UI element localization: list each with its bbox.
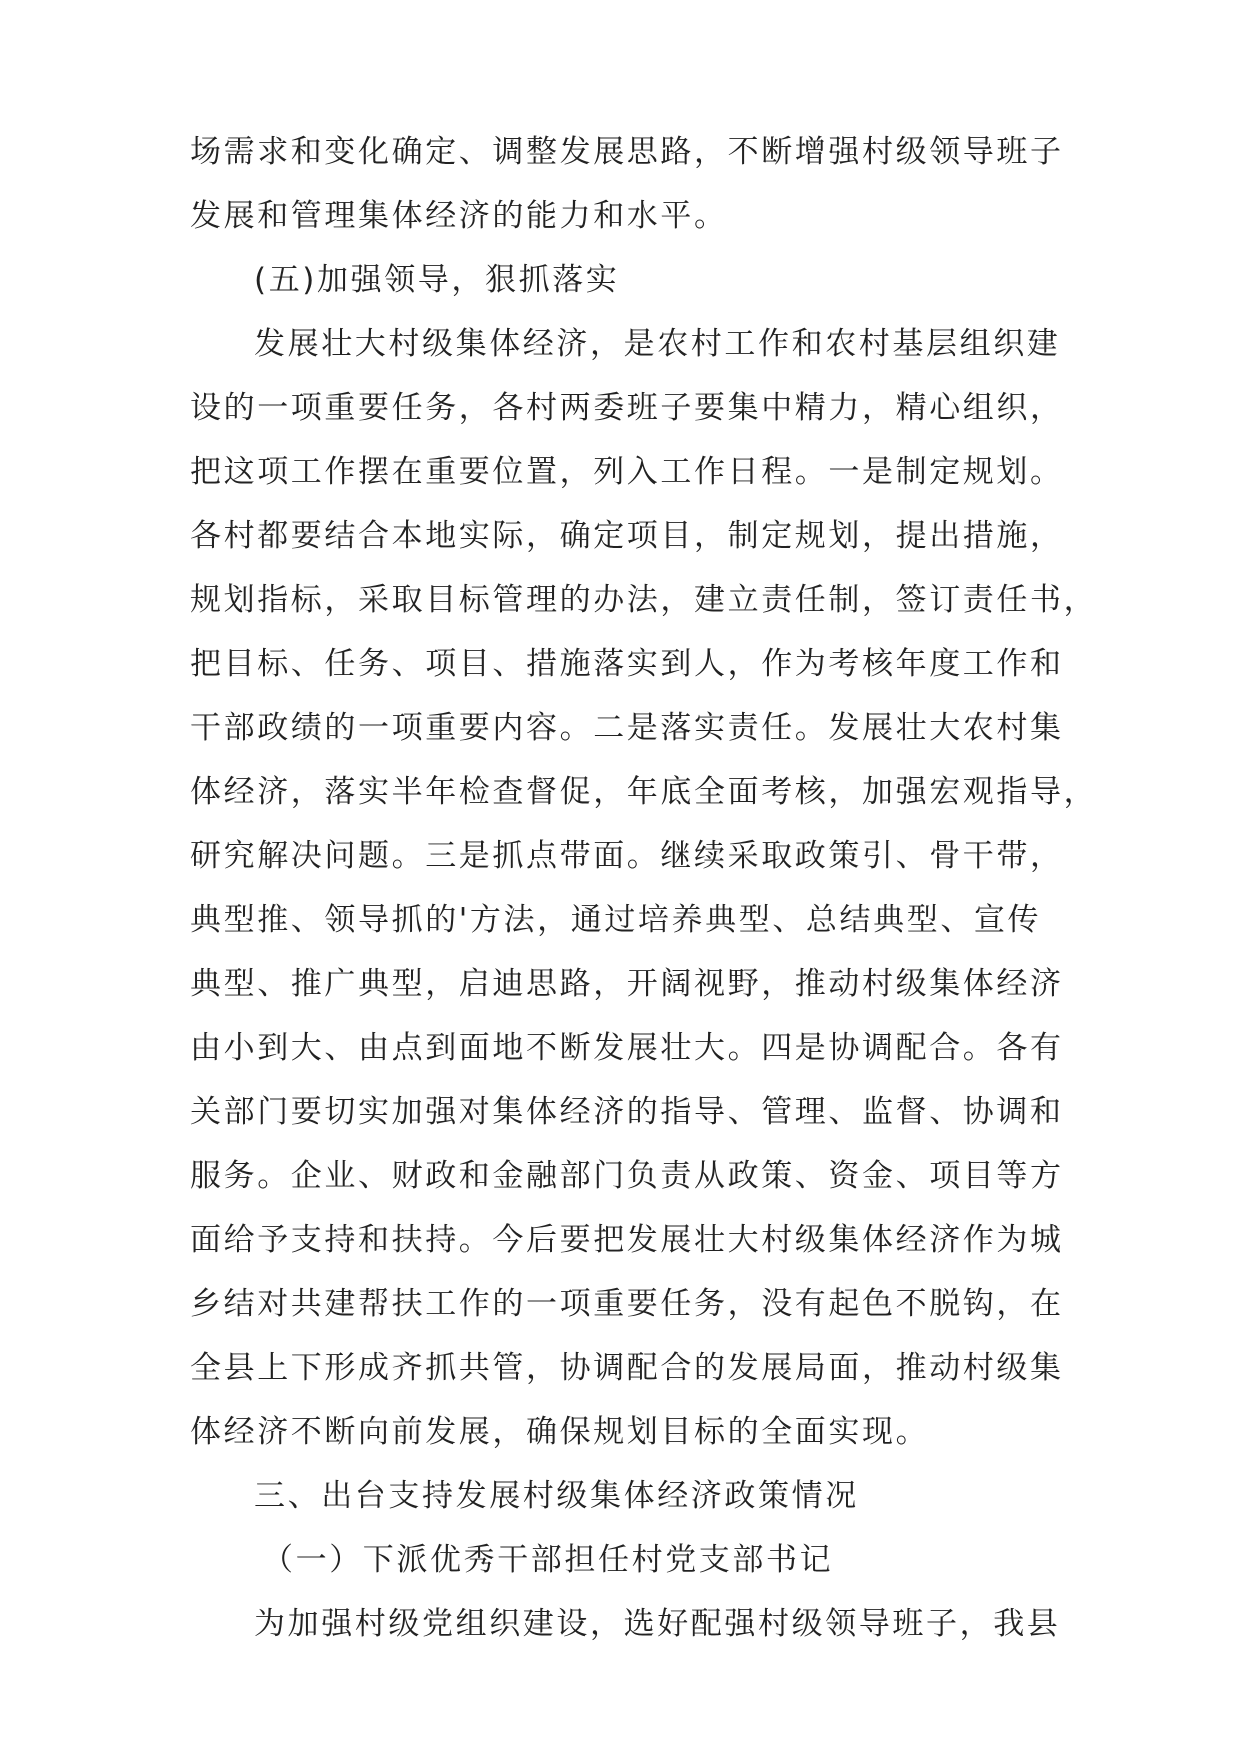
paragraph-line: 关部门要切实加强对集体经济的指导、管理、监督、协调和 <box>190 1094 1064 1130</box>
paragraph-line: 场需求和变化确定、调整发展思路，不断增强村级领导班子 <box>190 134 1064 170</box>
paragraph-line: 各村都要结合本地实际，确定项目，制定规划，提出措施， <box>190 518 1064 554</box>
paragraph-line: 服务。企业、财政和金融部门负责从政策、资金、项目等方 <box>190 1158 1064 1194</box>
paragraph-line: 把目标、任务、项目、措施落实到人，作为考核年度工作和 <box>190 646 1064 682</box>
paragraph-line: 乡结对共建帮扶工作的一项重要任务，没有起色不脱钩，在 <box>190 1286 1064 1322</box>
paragraph-line: 为加强村级党组织建设，选好配强村级领导班子，我县 <box>254 1606 1061 1642</box>
subsection-heading: （一）下派优秀干部担任村党支部书记 <box>262 1542 834 1578</box>
section-heading: (五)加强领导，狠抓落实 <box>254 262 620 298</box>
paragraph-line: 干部政绩的一项重要内容。二是落实责任。发展壮大农村集 <box>190 710 1064 746</box>
paragraph-line: 全县上下形成齐抓共管，协调配合的发展局面，推动村级集 <box>190 1350 1064 1386</box>
document-body <box>190 120 1098 1656</box>
paragraph-line: 发展和管理集体经济的能力和水平。 <box>190 198 728 234</box>
paragraph-line: 典型推、领导抓的'方法，通过培养典型、总结典型、宣传 <box>190 902 1042 938</box>
paragraph-line: 发展壮大村级集体经济，是农村工作和农村基层组织建 <box>254 326 1061 362</box>
paragraph-line: 由小到大、由点到面地不断发展壮大。四是协调配合。各有 <box>190 1030 1064 1066</box>
paragraph-line: 规划指标，采取目标管理的办法，建立责任制，签订责任书， <box>190 582 1098 618</box>
paragraph-line: 设的一项重要任务，各村两委班子要集中精力，精心组织， <box>190 390 1064 426</box>
paragraph-line: 典型、推广典型，启迪思路，开阔视野，推动村级集体经济 <box>190 966 1064 1002</box>
paragraph-line: 体经济不断向前发展，确保规划目标的全面实现。 <box>190 1414 930 1450</box>
paragraph-line: 研究解决问题。三是抓点带面。继续采取政策引、骨干带， <box>190 838 1064 874</box>
paragraph-line: 面给予支持和扶持。今后要把发展壮大村级集体经济作为城 <box>190 1222 1064 1258</box>
section-heading: 三、出台支持发展村级集体经济政策情况 <box>254 1478 859 1514</box>
paragraph-line: 把这项工作摆在重要位置，列入工作日程。一是制定规划。 <box>190 454 1064 490</box>
paragraph-line: 体经济，落实半年检查督促，年底全面考核，加强宏观指导， <box>190 774 1098 810</box>
